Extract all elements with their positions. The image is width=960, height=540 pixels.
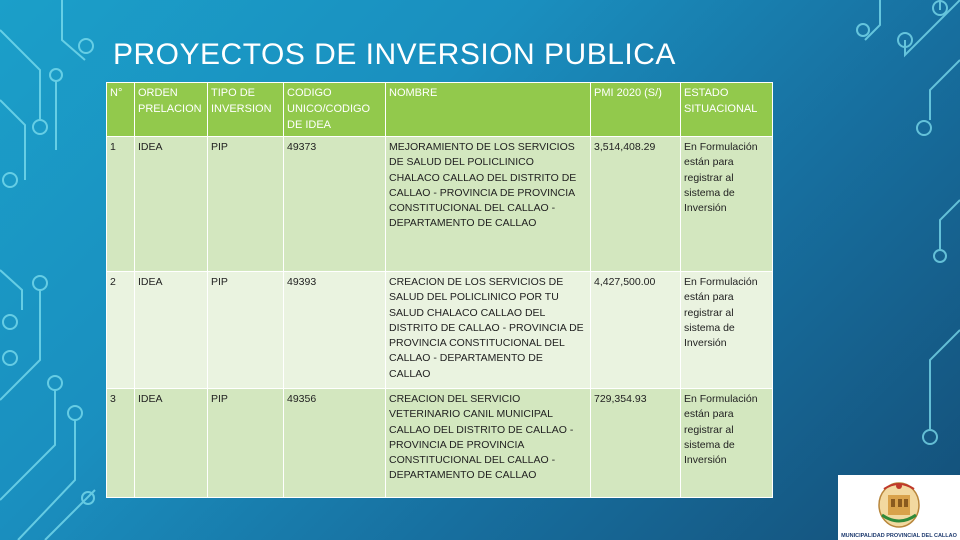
cell-number: 3 bbox=[107, 389, 135, 498]
cell-nombre: CREACION DEL SERVICIO VETERINARIO CANIL MUNICIPAL CALLAO DEL DISTRITO DE CALLAO - PROVINCIA DE PROVINCIA CONSTITUCIONAL DEL CALLAO - DEPARTAMENTO DE CALLAO bbox=[386, 389, 591, 498]
municipal-logo bbox=[838, 475, 960, 540]
table-row bbox=[107, 272, 773, 389]
header-pmi: PMI 2020 (S/) bbox=[591, 83, 681, 137]
table-header-row bbox=[107, 83, 773, 137]
cell-pmi: 3,514,408.29 bbox=[591, 137, 681, 272]
cell-number: 2 bbox=[107, 272, 135, 389]
cell-estado: En Formulación están para registrar al sistema de Inversión bbox=[681, 137, 773, 272]
cell-estado: En Formulación están para registrar al sistema de Inversión bbox=[681, 389, 773, 498]
cell-codigo: 49373 bbox=[284, 137, 386, 272]
cell-nombre: CREACION DE LOS SERVICIOS DE SALUD DEL POLICLINICO POR TU SALUD CHALACO CALLAO DEL DISTRITO DE CALLAO - PROVINCIA DE PROVINCIA CONSTITUCIONAL DEL CALLAO - DEPARTAMENTO DE CALLAO bbox=[386, 272, 591, 389]
header-estado: ESTADO SITUACIONAL bbox=[681, 83, 773, 137]
cell-tipo: PIP bbox=[208, 137, 284, 272]
municipal-crest-icon bbox=[838, 475, 960, 531]
header-nombre: NOMBRE bbox=[386, 83, 591, 137]
cell-codigo: 49356 bbox=[284, 389, 386, 498]
cell-tipo: PIP bbox=[208, 272, 284, 389]
table-row bbox=[107, 389, 773, 498]
cell-orden: IDEA bbox=[135, 137, 208, 272]
cell-codigo: 49393 bbox=[284, 272, 386, 389]
table-row bbox=[107, 137, 773, 272]
cell-estado: En Formulación están para registrar al sistema de Inversión bbox=[681, 272, 773, 389]
cell-number: 1 bbox=[107, 137, 135, 272]
cell-orden: IDEA bbox=[135, 389, 208, 498]
header-orden-prelacion: ORDEN PRELACION bbox=[135, 83, 208, 137]
slide-title: PROYECTOS DE INVERSION PUBLICA bbox=[113, 38, 676, 71]
projects-table bbox=[106, 82, 773, 498]
header-tipo-inversion: TIPO DE INVERSION bbox=[208, 83, 284, 137]
cell-pmi: 4,427,500.00 bbox=[591, 272, 681, 389]
cell-tipo: PIP bbox=[208, 389, 284, 498]
cell-orden: IDEA bbox=[135, 272, 208, 389]
cell-nombre: MEJORAMIENTO DE LOS SERVICIOS DE SALUD DEL POLICLINICO CHALACO CALLAO DEL DISTRITO DE CALLAO - PROVINCIA DE PROVINCIA CONSTITUCIONAL DEL CALLAO - DEPARTAMENTO DE CALLAO bbox=[386, 137, 591, 272]
cell-pmi: 729,354.93 bbox=[591, 389, 681, 498]
logo-caption: MUNICIPALIDAD PROVINCIAL DEL CALLAO bbox=[841, 533, 957, 539]
header-codigo: CODIGO UNICO/CODIGO DE IDEA bbox=[284, 83, 386, 137]
header-number: N° bbox=[107, 83, 135, 137]
